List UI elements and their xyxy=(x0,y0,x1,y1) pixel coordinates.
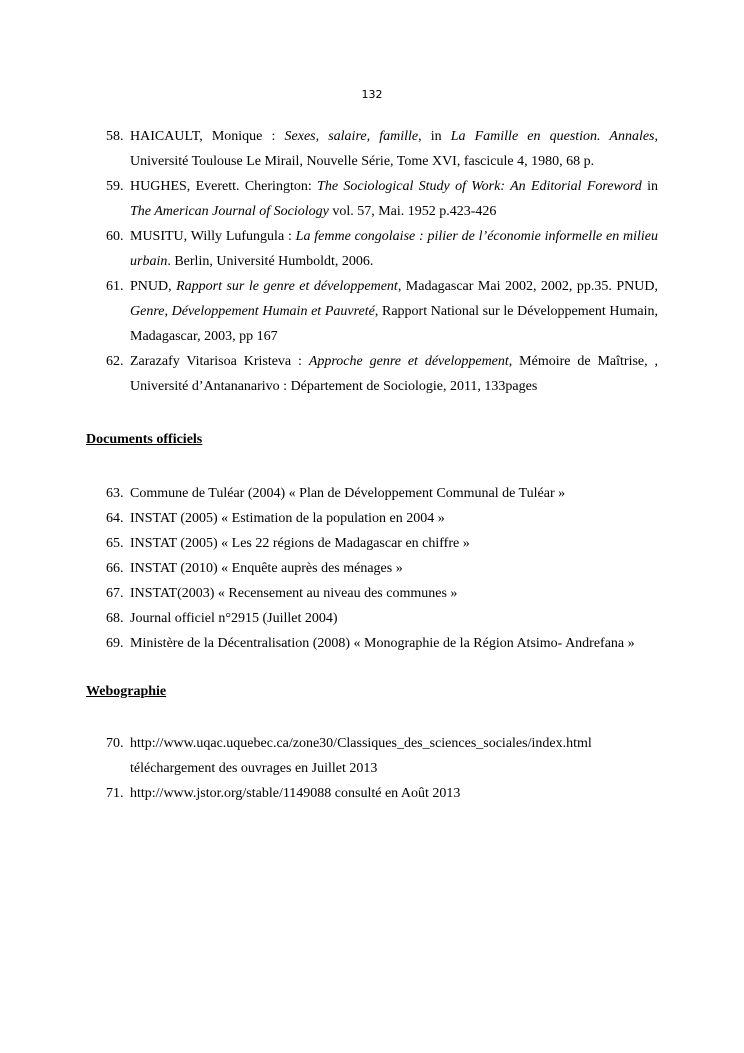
page-number: 132 xyxy=(361,88,383,101)
web-link[interactable]: http://www.uqac.uquebec.ca/zone30/Classiques_des_sciences_sociales/index.html xyxy=(130,736,592,751)
reference-60: 60. MUSITU, Willy Lufungula : La femme congolaise : pilier de l’économie informelle en milieu urbain. Berlin, Université Humboldt, 2006. xyxy=(0,224,658,274)
reference-number: 61. xyxy=(106,279,124,294)
list-item: 66. INSTAT (2010) « Enquête auprès des ménages » xyxy=(106,561,403,576)
reference-number: 62. xyxy=(106,354,124,369)
list-item: 68. Journal officiel n°2915 (Juillet 2004) xyxy=(106,611,338,626)
reference-number: 58. xyxy=(106,129,124,144)
reference-58: 58. HAICAULT, Monique : Sexes, salaire, famille, in La Famille en question. Annales, Université Toulouse Le Mirail, Nouvelle Série, Tome XVI, fascicule 4, 1980, 68 p. xyxy=(0,124,658,174)
list-item: 70. http://www.uqac.uquebec.ca/zone30/Classiques_des_sciences_sociales/index.html téléchargement des ouvrages en Juillet 2013 xyxy=(106,736,592,776)
section-heading-webography: Webographie xyxy=(86,684,167,699)
reference-62: 62. Zarazafy Vitarisoa Kristeva : Approche genre et développement, Mémoire de Maîtrise, , Université d’Antananarivo : Département de Sociologie, 2011, 133pages xyxy=(0,349,658,399)
list-item: 71. http://www.jstor.org/stable/1149088 consulté en Août 2013 xyxy=(106,786,461,801)
reference-59: 59. HUGHES, Everett. Cherington: The Sociological Study of Work: An Editorial Foreword in The American Journal of Sociology vol. 57, Mai. 1952 p.423-426 xyxy=(0,174,658,224)
list-item: 67. INSTAT(2003) « Recensement au niveau des communes » xyxy=(106,586,458,601)
list-item: 65. INSTAT (2005) « Les 22 régions de Madagascar en chiffre » xyxy=(106,536,470,551)
bibliography-list xyxy=(0,124,744,399)
list-item: 64. INSTAT (2005) « Estimation de la population en 2004 » xyxy=(106,511,445,526)
list-item: 63. Commune de Tuléar (2004) « Plan de Développement Communal de Tuléar » xyxy=(106,486,566,501)
list-item: 69. Ministère de la Décentralisation (2008) « Monographie de la Région Atsimo- Andrefana » xyxy=(106,636,635,651)
web-link[interactable]: http://www.jstor.org/stable/1149088 consulté en Août 2013 xyxy=(130,786,461,801)
reference-number: 60. xyxy=(106,229,124,244)
reference-61: 61. PNUD, Rapport sur le genre et développement, Madagascar Mai 2002, 2002, pp.35. PNUD, Genre, Développement Humain et Pauvreté, Rapport National sur le Développement Humain, Madagascar, 2003, pp 167 xyxy=(0,274,658,349)
reference-number: 59. xyxy=(106,179,124,194)
section-heading-official-documents: Documents officiels xyxy=(86,432,203,447)
official-documents-list xyxy=(0,481,744,656)
webography-list xyxy=(0,731,744,806)
